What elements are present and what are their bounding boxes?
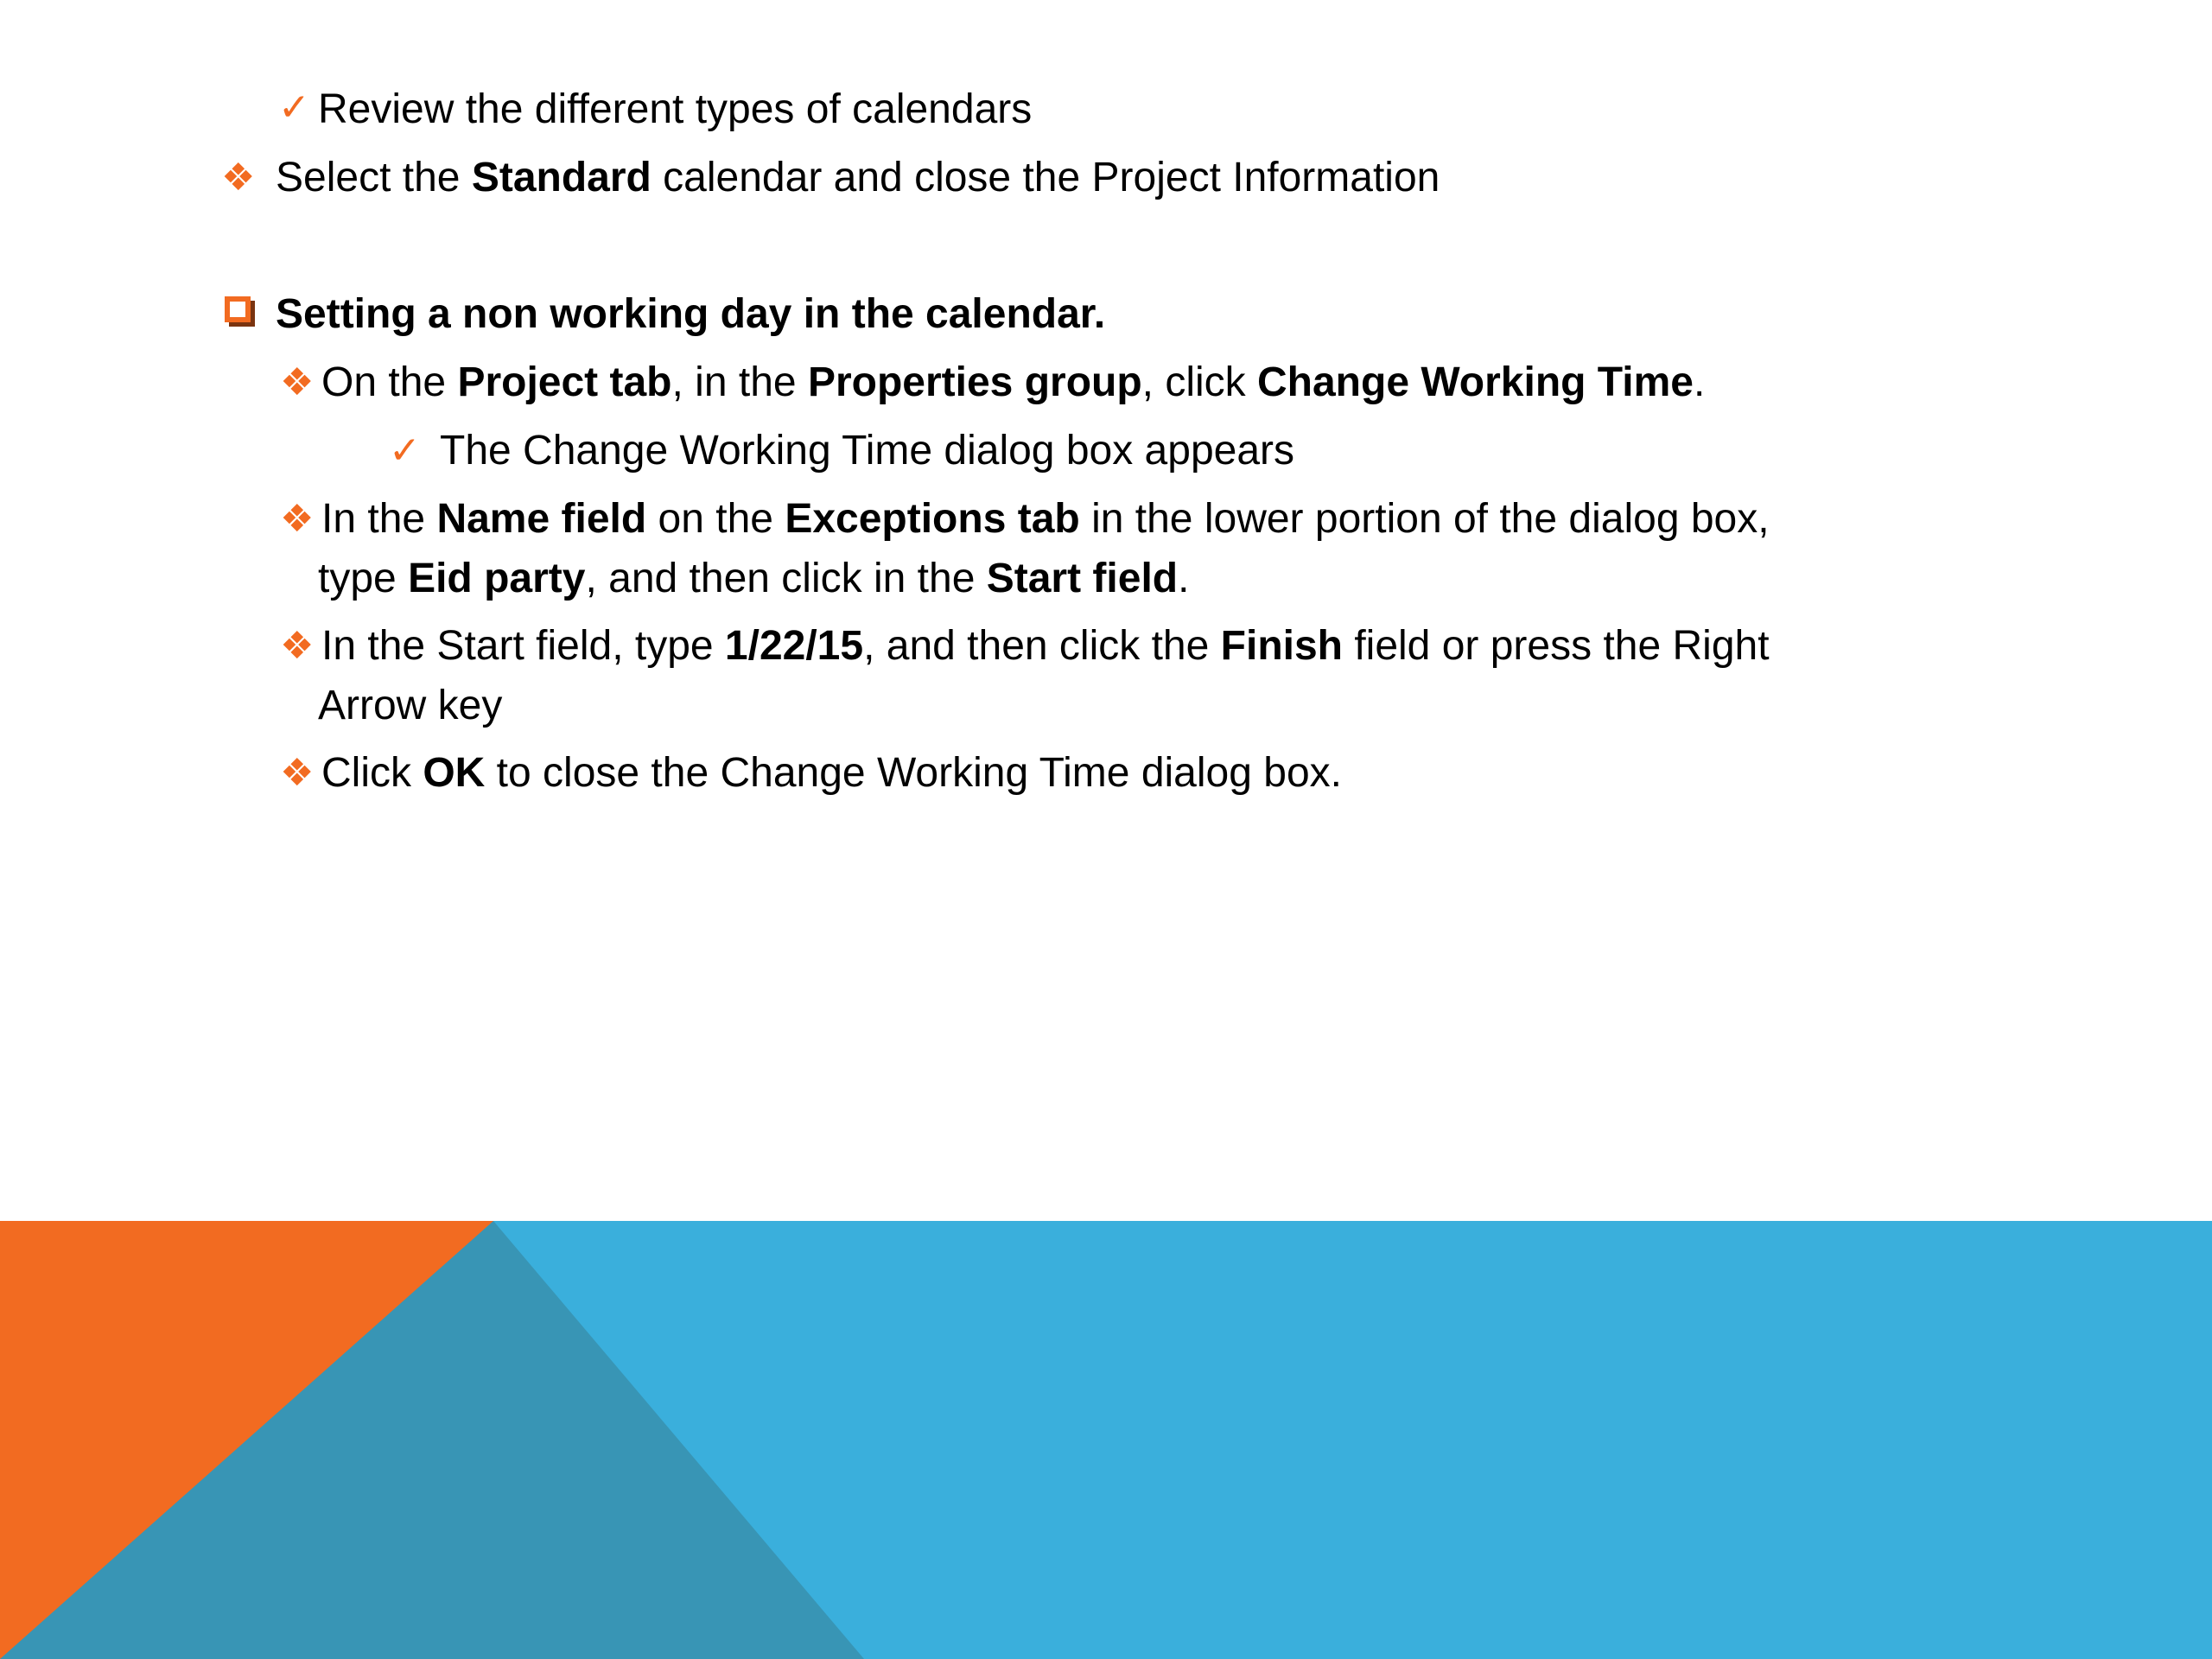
step-project-tab: On the Project tab, in the Properties group, click Change Working Time. (321, 359, 1706, 405)
checkmark-bullet-icon: ✓ (389, 429, 421, 472)
dialog-appears-text: The Change Working Time dialog box appears (440, 428, 1295, 474)
step-start-field-line1: In the Start field, type 1/22/15, and then click the Finish field or press the Right (321, 623, 1770, 669)
four-diamond-bullet-icon: ❖ (221, 156, 256, 199)
step-name-field-line1: In the Name field on the Exceptions tab in the lower portion of the dialog box, (321, 496, 1770, 542)
four-diamond-bullet-icon: ❖ (280, 498, 315, 540)
hollow-square-bullet-icon (225, 296, 251, 322)
review-calendars-text: Review the different types of calendars (318, 86, 1033, 132)
four-diamond-bullet-icon: ❖ (280, 752, 315, 794)
step-start-field-line2: Arrow key (318, 683, 503, 728)
select-standard-text: Select the Standard calendar and close the Project Information (276, 155, 1440, 200)
section-heading: Setting a non working day in the calendar. (276, 291, 1106, 337)
checkmark-bullet-icon: ✓ (278, 86, 310, 129)
step-click-ok: Click OK to close the Change Working Time dialog box. (321, 750, 1342, 796)
step-name-field-line2: type Eid party, and then click in the Start field. (318, 556, 1190, 601)
four-diamond-bullet-icon: ❖ (280, 625, 315, 667)
four-diamond-bullet-icon: ❖ (280, 361, 315, 404)
decorative-footer-band (0, 1221, 2212, 1659)
